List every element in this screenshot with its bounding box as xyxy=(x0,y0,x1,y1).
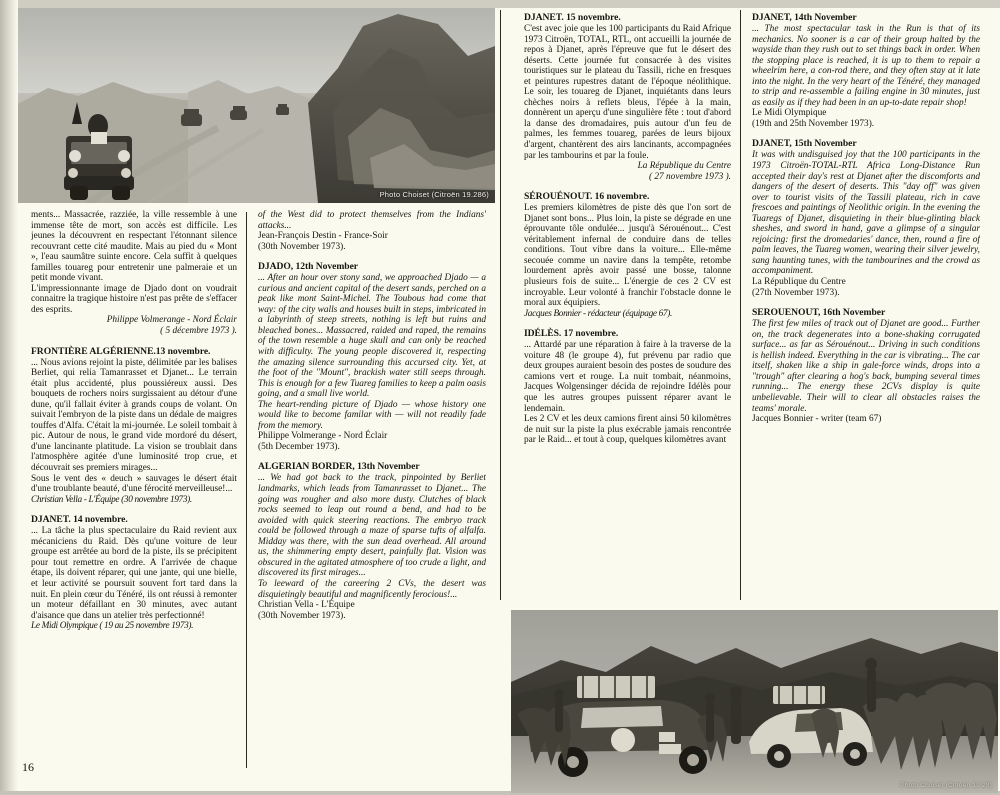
block-gap xyxy=(31,337,237,346)
article-heading: DJADO, 12th November xyxy=(258,261,358,273)
article-paragraph: It was with undisguised joy that the 100 participants in the 1973 Citroën-TOTAL-RTL Africa Long-Distance Run accepted their day's rest at Djanet after the discomforts and dangers of the desert of deserts. This "day off" was given over to tourist visits of the Tassili plateau, rich in cave frescoes and paintings of Neolithic origin. In the evening the Tuaregs of Djanet, disquieting in their blue-glinting black sheshes, and sword in hand, gave a glimpse of a singular rejoicing: first the dromedaries' dance, then, round a fire of palm leaves, the Tuareg women, wearing their silver jewelry, sang haunting tunes, with the tambourines and the crowd as accompaniment. xyxy=(752,150,980,277)
text-column-4 xyxy=(752,12,980,594)
article-heading: DJANET. 14 novembre. xyxy=(31,514,128,526)
text-column-3 xyxy=(524,12,731,594)
article-paragraph: Philippe Volmerange - Nord Éclair xyxy=(258,431,388,442)
article-paragraph: (5th December 1973). xyxy=(258,441,340,452)
photo-caption-bottom: Photo Choiset (Citroën 19.28) xyxy=(900,782,992,789)
article-paragraph: The heart-rending picture of Djado — whose history one would like to become familar with — will not readily fade from the memory. xyxy=(258,399,486,431)
article-heading: DJANET, 15th November xyxy=(752,138,857,150)
article-paragraph: Jean-François Destin - France-Soir xyxy=(258,231,388,242)
text-column-1 xyxy=(31,210,237,770)
article-heading: DJANET. 15 novembre. xyxy=(524,12,621,23)
article-heading: SÉROUÉNOUT. 16 novembre. xyxy=(524,191,650,203)
article-paragraph: ( 27 novembre 1973 ). xyxy=(648,171,731,182)
article-heading: IDÉLÈS. 17 novembre. xyxy=(524,328,619,340)
article-paragraph: Le Midi Olympique ( 19 au 25 novembre 1973). xyxy=(31,621,194,632)
block-gap xyxy=(258,252,486,261)
block-gap xyxy=(752,129,980,138)
article-heading: DJANET, 14th November xyxy=(752,12,857,23)
column-divider-2 xyxy=(500,10,501,600)
camels-and-2cv-photo xyxy=(511,610,998,793)
article-paragraph: ... The most spectacular task in the Run is that of its mechanics. No sooner is a car of their group halted by the wayside than they rush out to set things back in order. When the stopping place is reached, it is up to them to repair a wheelrim here, a con-rod there, and they often stay at it late into the night. In the very heart of the Ténéré, they managed to strip and re-assemble a failing engine in 30 minutes, just as easily as if they had been in an up-to-date repair shop! xyxy=(752,24,980,108)
article-paragraph: La République du Centre xyxy=(637,161,731,172)
column-divider-3 xyxy=(740,10,741,600)
article-paragraph: (19th and 25th November 1973). xyxy=(752,118,875,129)
article-paragraph: ments... Massacrée, razziée, la ville ressemble à une immense tête de mort, son accès est difficile. Les jeunes la découvrent en respectant l'étonnant silence recouvrant cette cité maudite. Mais au pied du « Mont », l'eau saumâtre suinte encore. Cela suffit à quelques familles touareg pour entretenir une palmeraie et un petit monde vivant. xyxy=(31,210,237,284)
block-gap xyxy=(752,298,980,307)
article-paragraph: (30th November 1973). xyxy=(258,241,346,252)
article-paragraph: Philippe Volmerange - Nord Éclair xyxy=(106,315,237,326)
article-heading: SEROUENOUT, 16th November xyxy=(752,307,886,319)
article-heading: FRONTIÈRE ALGÉRIENNE.13 novembre. xyxy=(31,345,211,357)
article-paragraph: Les premiers kilomètres de piste dès que l'on sort de Djanet sont bons... Plus loin, la piste se dégrade en une éprouvante tôle ondulée... jusqu'à Sérouénout... C'est véritablement infernal de conduire dans de telles conditions. Tout vibre dans la voiture... Elle-même secouée comme un navire dans la tempête, retombe lourdement après avoir passé une bosse, talonne plusieurs fois de suite... L'énergie de ces 2 CV est incroyable. Leur volonté à franchir l'obstacle donne le moral aux équipiers. xyxy=(524,203,731,309)
article-paragraph: (27th November 1973). xyxy=(752,287,840,298)
article-paragraph: (30th November 1973). xyxy=(258,610,346,621)
column-divider-1 xyxy=(246,212,247,768)
article-paragraph: Le Midi Olympique xyxy=(752,108,827,119)
article-paragraph: Jacques Bonnier - writer (team 67) xyxy=(752,414,882,425)
article-paragraph: La République du Centre xyxy=(752,277,846,288)
article-paragraph: Sous le vent des « deuch » sauvages le désert était d'une troublante beauté, d'une férocité merveilleuse!... xyxy=(31,473,237,495)
photo-caption-top: Photo Choiset (Citroën 19.286) xyxy=(379,190,489,199)
article-paragraph: ... Attardé par une réparation à faire à la traverse de la voiture 48 (le groupe 4), fut prévenu par radio que deux groupes auraient besoin des postes de soudure des camions vert et rouge. La nuit tombait, néanmoins, Jacques Wolgensinger décida de rejoindre Idélès pour que les autres groupes puissent réparer avant le lendemain. xyxy=(524,340,731,414)
article-paragraph: ... We had got back to the track, pinpointed by Berliet landmarks, which leads from Tamanrasset to Djanet... The going was rougher and also more dusty. Clutches of black rocks seemed to leap out round a bend, and had to be avoided with quick steering reactions. The embryo track could be followed through a maze of sparse tufts of alfalfa. Midday was there, with the sun dead overhead. All around us, the shimmering empty desert, painfully flat. Vision was obscured in the agitated atmosphere of too crude a light, and discovered its first mirages... xyxy=(258,473,486,579)
article-paragraph: ... Nous avions rejoint la piste, délimitée par les balises Berliet, qui relia Tamanrasset et Djanet... Le terrain était plus accidenté, plus poussiéreux aussi. Des bouquets de rochers noirs surgissaient au détour d'une dune, qu'il fallait éviter à grands coups de volant. On suivait l'embryon de la piste dans un dédale de maigres touffes d'Alfa. C'était la mi-journée. Le soleil tombait à pic. Autour de nous, le grand vide mordoré du désert, d'une lancinante platitude. La vision se troublait dans l'atmosphère agitée d'une luminosité trop crue, et découvrait ses premiers mirages... xyxy=(31,357,237,474)
article-paragraph: C'est avec joie que les 100 participants du Raid Afrique 1973 Citroën, TOTAL, RTL, ont accueilli la journée de repos à Djanet, après l'épreuve que fut le désert des déserts. Cette journée fut consacrée à des visites touristiques sur le plateau du Tassili, riche en fresques et peintures rupestres datant de l'époque néolithique. Le soir, les touareg de Djanet, inquiétants dans leurs chèches noirs à reflets bleus, l'épée à la main, donnèrent un aperçu d'une singulière fête : tout d'abord la danse des dromadaires, puis autour d'un feu de palmes, les femmes touareg, parées de leurs bijoux d'argent, chantèrent des airs lancinants, accompagnées par les tambourins et par la foule. xyxy=(524,24,731,161)
article-paragraph: ( 5 décembre 1973 ). xyxy=(160,326,237,337)
article-paragraph: of the West did to protect themselves from the Indians' attacks... xyxy=(258,210,486,231)
article-paragraph: To leeward of the careering 2 CVs, the desert was disquietingly beautiful and magnificently ferocious!... xyxy=(258,578,486,600)
desert-convoy-photo xyxy=(18,8,495,203)
block-gap xyxy=(524,319,731,328)
block-gap xyxy=(524,182,731,191)
page-number: 16 xyxy=(22,760,34,774)
article-paragraph: ... La tâche la plus spectaculaire du Raid revient aux mécaniciens du Raid. Dès qu'une voiture de leur groupe est arrêtée au bord de la piste, ils se précipitent pour tout remettre en ordre. A l'arrivée de chaque étape, ils doivent réparer, qui une jante, qui une bielle, et leur activité se poursuit souvent fort tard dans la nuit. En plein cœur du Ténéré, ils ont réussi à remonter un moteur défaillant en 30 minutes, avec autant d'aisance que dans un atelier très perfectionné! xyxy=(31,526,237,621)
article-paragraph: Jacques Bonnier - rédacteur (équipage 67). xyxy=(524,308,672,319)
page-top-edge xyxy=(0,0,1000,8)
article-paragraph: The first few miles of track out of Djanet are good... Further on, the track degenerates into a bone-shaking corrugated surface... as far as Sérouénout... Driving in such conditions is hellish indeed. Everything in the car is vibrating... The car itself, shaken like a ship in gale-force winds, drops into a "trough" after clearing a hog's back, bumping several times running... The energy these 2CVs display is quite unbelievable. Their will to clear all obstacles raises the teams' morale. xyxy=(752,319,980,414)
article-paragraph: L'impressionnante image de Djado dont on voudrait connaitre la tragique histoire n'est pas prête de s'effacer des esprits. xyxy=(31,283,237,315)
text-column-2 xyxy=(258,210,486,770)
camels-and-2cv-photo-artwork xyxy=(511,610,998,793)
article-paragraph: ... After an hour over stony sand, we approached Djado — a curious and ancient capital of the desert sands, perched on a peak like mont Saint-Michel. The Toubous had come that way: of the city walls and houses built in steps, imbricated in a labyrinth of steep streets, nothing is left but ruins and bleached bones... Massacred, raided and raped, the remains of the town resemble a huge skull and can only be reached with difficulty. The young people discovered it, respecting the amazing silence surrounding this accursed city. Yet, at the foot of the "Mount", brackish water still seeps through. This is enough for a few Tuareg families to keep a palm oasis going, and a small live world. xyxy=(258,273,486,400)
block-gap xyxy=(258,452,486,461)
block-gap xyxy=(31,505,237,514)
article-paragraph: Christian Vella - L'Équipe (30 novembre 1973). xyxy=(31,494,192,505)
desert-convoy-photo-artwork xyxy=(18,8,495,203)
page-left-edge xyxy=(0,0,18,795)
article-paragraph: Christian Vella - L'Équipe xyxy=(258,600,355,611)
article-paragraph: Les 2 CV et les deux camions firent ainsi 50 kilomètres de nuit sur la piste la plus exécrable jamais rencontrée par le Raid... et tout à coup, quelques kilomètres avant xyxy=(524,414,731,446)
article-heading: ALGERIAN BORDER, 13th November xyxy=(258,461,420,473)
